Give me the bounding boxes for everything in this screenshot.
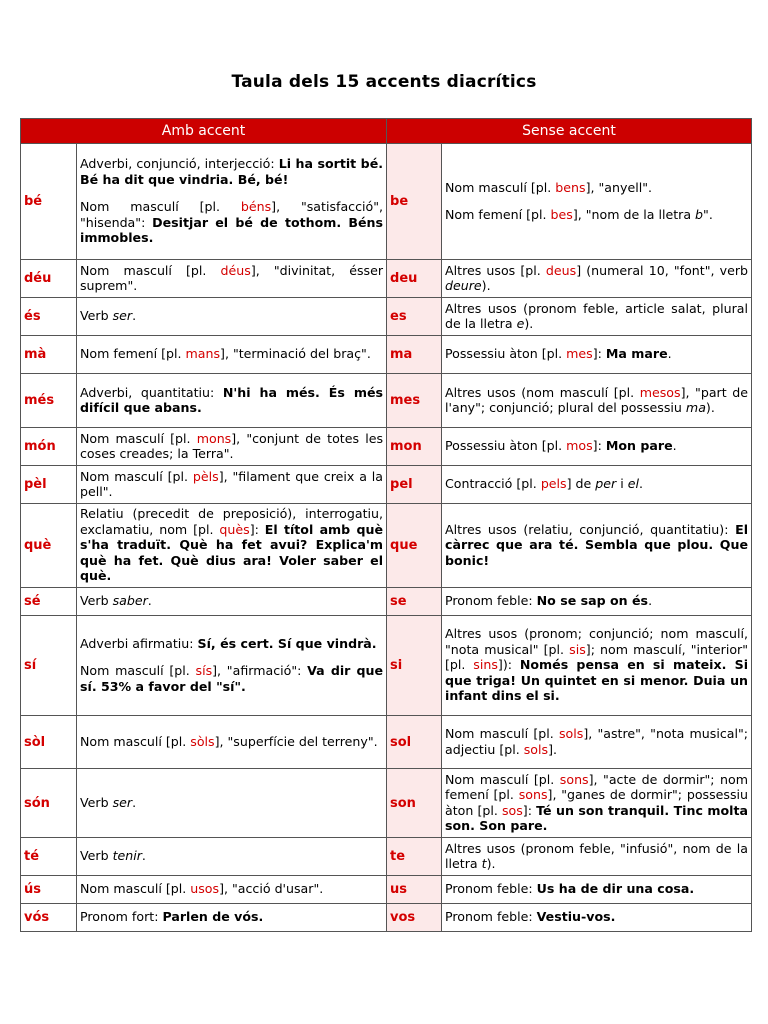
description-text: per <box>595 476 617 492</box>
description-text: Verb <box>80 308 113 324</box>
unaccented-paragraph <box>445 626 748 704</box>
description-text: ], "afirmació": <box>212 663 308 679</box>
accented-word: sé <box>21 588 77 616</box>
table-row <box>21 769 752 838</box>
description-text: ] (numeral 10, "font", verb <box>576 262 749 278</box>
accented-paragraph <box>80 346 383 362</box>
unaccented-word: sol <box>387 716 442 769</box>
description-text: Altres usos [pl. <box>445 262 546 278</box>
plural-form: mes <box>566 346 593 362</box>
plural-form: sòls <box>190 733 215 749</box>
unaccented-paragraph <box>445 346 748 362</box>
unaccented-word: be <box>387 144 442 260</box>
unaccented-paragraph <box>445 881 748 897</box>
description-text: Pronom fort: <box>80 909 163 925</box>
plural-form: sons <box>518 787 548 802</box>
accented-description <box>77 260 387 298</box>
plural-form: sis <box>569 641 586 657</box>
table-row <box>21 298 752 336</box>
description-text: ). <box>486 856 496 871</box>
example-text: Mon pare <box>605 438 673 454</box>
accented-description <box>77 716 387 769</box>
accented-word: què <box>21 504 77 588</box>
description-text: Relatiu (precedit de preposició), interrogatiu, exclamatiu, nom [pl. <box>80 506 384 537</box>
plural-form: déus <box>220 262 251 278</box>
plural-form: pèls <box>192 468 219 484</box>
unaccented-paragraph <box>445 207 748 223</box>
unaccented-word: us <box>387 876 442 904</box>
description-text: ). <box>705 400 715 415</box>
example-text: Us ha de dir una cosa. <box>536 881 695 897</box>
description-text: ], "acció d'usar". <box>219 881 324 897</box>
example-text: N'hi ha més. És més difícil que abans. <box>80 384 384 415</box>
description-text: Verb <box>80 848 113 864</box>
description-text: . <box>667 346 672 362</box>
plural-form: sons <box>559 771 589 787</box>
unaccented-description <box>442 616 752 716</box>
unaccented-paragraph <box>445 909 748 925</box>
description-text: Nom femení [pl. <box>445 207 551 222</box>
unaccented-word: que <box>387 504 442 588</box>
description-text: Adverbi, conjunció, interjecció: <box>80 156 279 172</box>
unaccented-paragraph <box>445 476 748 492</box>
description-text: Altres usos (nom masculí [pl. <box>445 384 640 400</box>
table-row <box>21 466 752 504</box>
description-text: Altres usos (pronom; conjunció; nom masculí, "nota musical" [pl. <box>445 626 749 657</box>
unaccented-paragraph <box>445 301 748 332</box>
accented-description <box>77 769 387 838</box>
table-row <box>21 616 752 716</box>
plural-form: bens <box>555 179 586 195</box>
description-text: ]): <box>497 657 520 673</box>
description-text: ], "acte de dormir"; nom femení [pl. <box>445 771 749 802</box>
example-text: El títol amb què s'ha traduït. Què ha fet avui? Explica'm què ha fet. Què dius ara! Voler saber el què. <box>80 521 384 584</box>
description-text: Altres usos (relatiu, conjunció, quantitatiu): <box>445 521 736 537</box>
accented-word: déu <box>21 260 77 298</box>
example-text: El càrrec que ara té. Sembla que plou. Que bonic! <box>445 521 749 568</box>
accented-paragraph <box>80 593 383 609</box>
page-title: Taula dels 15 accents diacrítics <box>231 72 537 92</box>
example-text: Li ha sortit bé. Bé ha dit que vindria. Bé, bé! <box>80 156 384 187</box>
accented-paragraph <box>80 848 383 864</box>
accented-description <box>77 374 387 428</box>
unaccented-paragraph <box>445 772 748 834</box>
description-text: ]; nom masculí, "interior" [pl. <box>445 641 749 673</box>
description-text: Possessiu àton [pl. <box>445 438 567 454</box>
plural-form: quès <box>219 521 250 537</box>
accented-word: món <box>21 428 77 466</box>
description-text: ]: <box>249 521 265 537</box>
description-text: . <box>648 593 653 609</box>
unaccented-description <box>442 428 752 466</box>
unaccented-word: vos <box>387 904 442 932</box>
accented-paragraph <box>80 636 383 652</box>
plural-form: sols <box>523 741 549 757</box>
description-text: i <box>616 476 628 492</box>
accented-paragraph <box>80 506 383 584</box>
unaccented-description <box>442 838 752 876</box>
description-text: . <box>638 476 643 492</box>
example-text: Només pensa en si mateix. Si que triga! Un quintet en si menor. Duia un infant dins el si. <box>445 657 749 704</box>
table-row <box>21 588 752 616</box>
example-text: No se sap on és <box>536 593 649 609</box>
accented-word: ús <box>21 876 77 904</box>
unaccented-paragraph <box>445 841 748 872</box>
accented-description <box>77 298 387 336</box>
description-text: ]: <box>592 438 606 454</box>
accented-word: mà <box>21 336 77 374</box>
unaccented-word: mes <box>387 374 442 428</box>
diacritic-accents-table <box>20 118 752 932</box>
unaccented-word: ma <box>387 336 442 374</box>
unaccented-paragraph <box>445 263 748 294</box>
description-text: ] de <box>566 476 596 492</box>
description-text: saber <box>112 593 148 609</box>
unaccented-paragraph <box>445 593 748 609</box>
accented-paragraph <box>80 909 383 925</box>
description-text: Nom masculí [pl. <box>80 733 191 749</box>
description-text: ], "superfície del terreny". <box>214 733 378 749</box>
description-text: ], "filament que creix a la pell". <box>80 468 384 499</box>
unaccented-description <box>442 769 752 838</box>
description-text: Nom masculí [pl. <box>80 881 191 897</box>
accented-word: vós <box>21 904 77 932</box>
description-text: ], "ganes de dormir"; possessiu àton [pl. <box>445 787 749 818</box>
unaccented-paragraph <box>445 438 748 454</box>
description-text: t <box>481 856 487 871</box>
unaccented-word: mon <box>387 428 442 466</box>
accented-description <box>77 428 387 466</box>
accented-word: pèl <box>21 466 77 504</box>
description-text: Nom femení [pl. <box>80 346 186 362</box>
example-text: Té un son tranquil. Tinc molta son. Son pare. <box>445 802 749 833</box>
description-text: ). <box>481 278 491 293</box>
accented-description <box>77 336 387 374</box>
description-text: ser <box>112 308 133 324</box>
unaccented-paragraph <box>445 726 748 757</box>
description-text: Adverbi, quantitatiu: <box>80 384 223 400</box>
description-text: Pronom feble: <box>445 593 537 609</box>
unaccented-paragraph <box>445 522 748 569</box>
description-text: . <box>672 438 677 454</box>
accented-word: té <box>21 838 77 876</box>
accented-word: bé <box>21 144 77 260</box>
description-text: . <box>132 308 137 324</box>
description-text: Possessiu àton [pl. <box>445 346 567 362</box>
accented-description <box>77 504 387 588</box>
example-text: Ma mare <box>605 346 668 362</box>
description-text: Nom masculí [pl. <box>80 430 197 446</box>
description-text: ". <box>703 207 713 222</box>
accented-paragraph <box>80 795 383 811</box>
description-text: Nom masculí [pl. <box>80 663 196 679</box>
accented-word: més <box>21 374 77 428</box>
plural-form: mons <box>196 430 232 446</box>
unaccented-word: te <box>387 838 442 876</box>
example-text: Va dir que sí. 53% a favor del "sí". <box>80 663 384 694</box>
description-text: Pronom feble: <box>445 881 537 897</box>
description-text: el <box>627 476 639 492</box>
example-text: Parlen de vós. <box>162 909 264 925</box>
description-text: ]: <box>592 346 606 362</box>
table-row <box>21 260 752 298</box>
accented-description <box>77 588 387 616</box>
description-text: ], "part de l'any"; conjunció; plural del possessiu <box>445 384 748 415</box>
unaccented-word: deu <box>387 260 442 298</box>
table-row <box>21 428 752 466</box>
unaccented-description <box>442 298 752 336</box>
table-row <box>21 144 752 260</box>
plural-form: bes <box>550 207 573 222</box>
accented-paragraph <box>80 263 383 294</box>
description-text: deure <box>445 278 482 293</box>
accented-word: sí <box>21 616 77 716</box>
unaccented-word: pel <box>387 466 442 504</box>
description-text: . <box>141 848 146 864</box>
plural-form: béns <box>240 199 272 215</box>
accented-description <box>77 904 387 932</box>
table-header-row <box>21 119 752 144</box>
example-text: Sí, és cert. Sí que vindrà. <box>197 635 377 651</box>
description-text: ]: <box>522 802 537 818</box>
description-text: e <box>516 316 525 331</box>
accented-paragraph <box>80 734 383 750</box>
unaccented-description <box>442 374 752 428</box>
unaccented-word: se <box>387 588 442 616</box>
description-text: Altres usos (pronom feble, article salat, plural de la lletra <box>445 300 749 331</box>
description-text: Nom masculí [pl. <box>80 468 193 484</box>
description-text: ], "conjunt de totes les coses creades; la Terra". <box>80 430 384 461</box>
description-text: Contracció [pl. <box>445 476 541 492</box>
description-text: ma <box>685 400 706 415</box>
table-row <box>21 876 752 904</box>
accented-paragraph <box>80 199 383 246</box>
description-text: . <box>147 593 152 609</box>
description-text: ], "divinitat, ésser suprem". <box>80 262 384 293</box>
plural-form: sols <box>558 726 584 741</box>
accented-description <box>77 466 387 504</box>
description-text: Adverbi afirmatiu: <box>80 635 198 651</box>
accented-paragraph <box>80 431 383 462</box>
description-text: Verb <box>80 794 113 810</box>
description-text: ], "terminació del braç". <box>220 346 371 362</box>
description-text: Nom masculí [pl. <box>445 726 559 741</box>
example-text: Desitjar el bé de tothom. Béns immobles. <box>80 214 383 246</box>
plural-form: sís <box>195 663 213 679</box>
unaccented-description <box>442 904 752 932</box>
description-text: Altres usos (pronom feble, "infusió", nom de la lletra <box>445 840 749 871</box>
example-text: Vestiu-vos. <box>536 909 616 925</box>
description-text: ], "satisfacció", "hisenda": <box>80 199 384 230</box>
description-text: Nom masculí [pl. <box>80 199 241 215</box>
description-text: b <box>695 207 704 222</box>
plural-form: mesos <box>639 384 681 400</box>
unaccented-word: es <box>387 298 442 336</box>
accented-paragraph <box>80 385 383 416</box>
unaccented-description <box>442 588 752 616</box>
accented-paragraph <box>80 469 383 500</box>
unaccented-description <box>442 504 752 588</box>
table-row <box>21 504 752 588</box>
unaccented-description <box>442 336 752 374</box>
description-text: . <box>132 794 137 810</box>
table-row <box>21 374 752 428</box>
description-text: tenir <box>112 848 142 864</box>
description-text: ser <box>112 794 133 810</box>
unaccented-paragraph <box>445 385 748 416</box>
accented-paragraph <box>80 663 383 694</box>
description-text: Verb <box>80 593 113 609</box>
plural-form: sos <box>501 802 523 818</box>
header-with-accent: Amb accent <box>21 119 387 144</box>
unaccented-description <box>442 466 752 504</box>
unaccented-description <box>442 716 752 769</box>
plural-form: mans <box>185 346 221 362</box>
description-text: ], "astre", "nota musical"; adjectiu [pl. <box>445 726 749 757</box>
description-text: Pronom feble: <box>445 909 537 925</box>
description-text: ). <box>524 316 534 331</box>
accented-word: sòl <box>21 716 77 769</box>
plural-form: usos <box>190 881 220 897</box>
table-row <box>21 716 752 769</box>
unaccented-description <box>442 876 752 904</box>
accented-paragraph <box>80 308 383 324</box>
unaccented-description <box>442 144 752 260</box>
accented-paragraph <box>80 156 383 187</box>
description-text: ]. <box>548 741 557 757</box>
plural-form: sins <box>473 657 498 673</box>
unaccented-paragraph <box>445 180 748 196</box>
header-without-accent: Sense accent <box>387 119 752 144</box>
description-text: Nom masculí [pl. <box>445 179 556 195</box>
plural-form: mos <box>566 438 593 454</box>
accented-description <box>77 616 387 716</box>
accented-description <box>77 876 387 904</box>
accented-description <box>77 838 387 876</box>
unaccented-word: son <box>387 769 442 838</box>
plural-form: deus <box>545 262 577 278</box>
description-text: Nom masculí [pl. <box>80 262 221 278</box>
accented-paragraph <box>80 881 383 897</box>
table-body <box>21 144 752 932</box>
accented-word: són <box>21 769 77 838</box>
table-row <box>21 904 752 932</box>
description-text: ], "anyell". <box>585 179 652 195</box>
description-text: Nom masculí [pl. <box>445 771 560 787</box>
unaccented-description <box>442 260 752 298</box>
unaccented-word: si <box>387 616 442 716</box>
table-row <box>21 336 752 374</box>
accented-word: és <box>21 298 77 336</box>
table-row <box>21 838 752 876</box>
accented-description <box>77 144 387 260</box>
description-text: ], "nom de la lletra <box>572 207 696 222</box>
plural-form: pels <box>540 476 567 492</box>
